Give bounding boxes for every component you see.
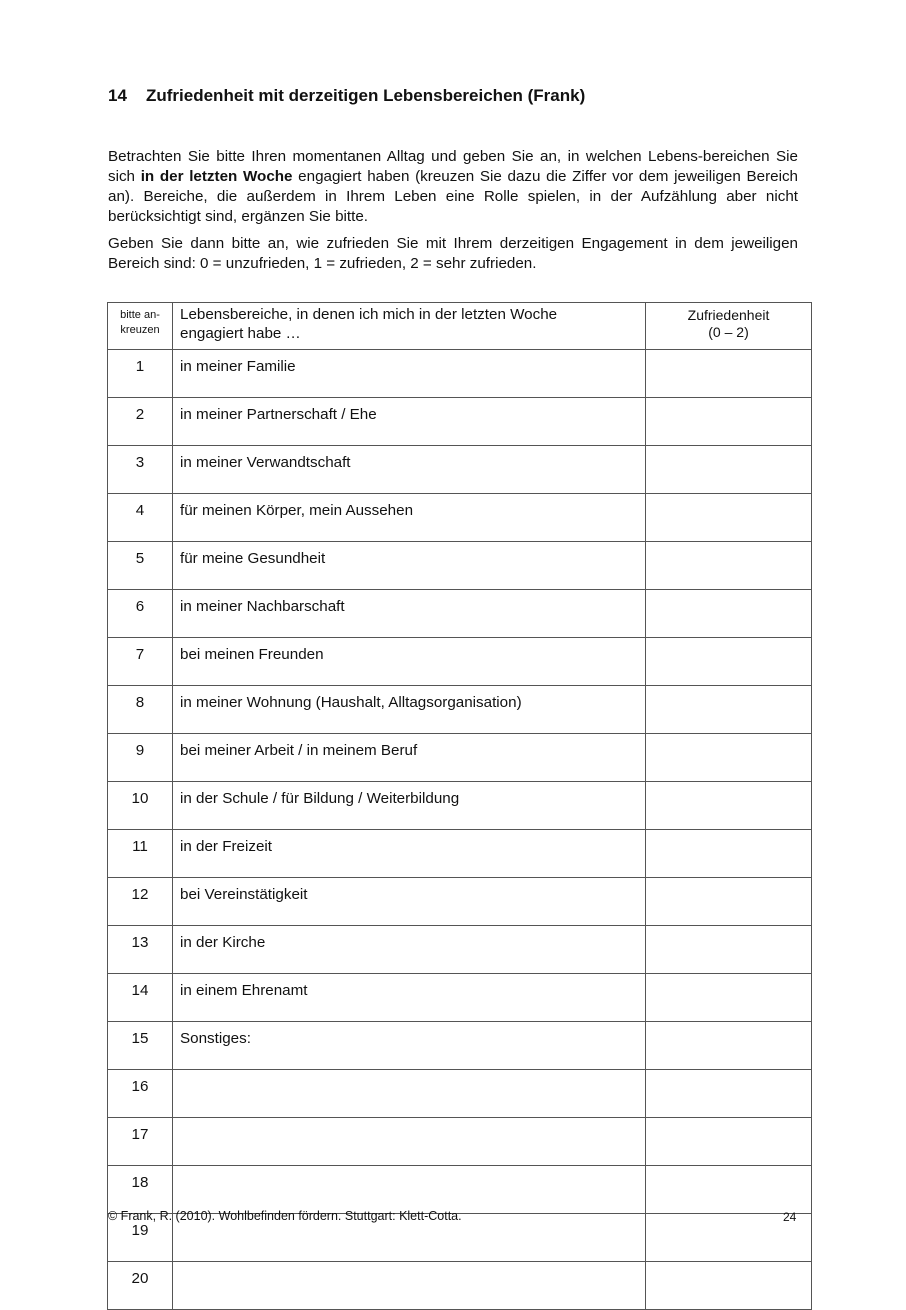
header-mark-line1: bitte an- (120, 309, 160, 321)
life-area-entry-field[interactable] (173, 1070, 646, 1118)
section-title (108, 86, 585, 106)
life-area-label: in meiner Nachbarschaft (173, 590, 646, 638)
life-area-label: für meine Gesundheit (173, 542, 646, 590)
row-number-checkbox[interactable]: 12 (108, 878, 173, 926)
life-area-label: für meinen Körper, mein Aussehen (173, 494, 646, 542)
row-number-checkbox[interactable]: 9 (108, 734, 173, 782)
table-row (108, 926, 812, 974)
row-number-checkbox[interactable]: 19 (108, 1214, 173, 1262)
satisfaction-field[interactable] (646, 878, 812, 926)
instruction-text: Betrachten Sie bitte Ihren momentanen Alltag und geben Sie an, in welchen Lebens-bereichen Sie sich (108, 148, 798, 185)
row-number-checkbox[interactable]: 8 (108, 686, 173, 734)
table-row (108, 878, 812, 926)
life-areas-table (107, 302, 812, 1310)
table-row (108, 1262, 812, 1310)
satisfaction-field[interactable] (646, 686, 812, 734)
header-satisfaction-line1: Zufriedenheit (687, 307, 770, 323)
table-row (108, 830, 812, 878)
satisfaction-field[interactable] (646, 782, 812, 830)
life-area-label: in der Freizeit (173, 830, 646, 878)
satisfaction-field[interactable] (646, 974, 812, 1022)
life-area-label: in meiner Partnerschaft / Ehe (173, 398, 646, 446)
satisfaction-field[interactable] (646, 350, 812, 398)
satisfaction-field[interactable] (646, 638, 812, 686)
row-number-checkbox[interactable]: 18 (108, 1166, 173, 1214)
table-row (108, 494, 812, 542)
instruction-paragraph-1 (108, 147, 798, 227)
table-row (108, 974, 812, 1022)
life-area-entry-field[interactable] (173, 1166, 646, 1214)
table-row (108, 1118, 812, 1166)
row-number-checkbox[interactable]: 11 (108, 830, 173, 878)
satisfaction-field[interactable] (646, 1118, 812, 1166)
table-row (108, 686, 812, 734)
life-area-label: in einem Ehrenamt (173, 974, 646, 1022)
table-row (108, 1022, 812, 1070)
satisfaction-field[interactable] (646, 830, 812, 878)
row-number-checkbox[interactable]: 14 (108, 974, 173, 1022)
satisfaction-field[interactable] (646, 926, 812, 974)
table-body (108, 350, 812, 1310)
row-number-checkbox[interactable]: 17 (108, 1118, 173, 1166)
satisfaction-field[interactable] (646, 590, 812, 638)
life-area-label: in der Kirche (173, 926, 646, 974)
row-number-checkbox[interactable]: 3 (108, 446, 173, 494)
life-area-label: in meiner Wohnung (Haushalt, Alltagsorganisation) (173, 686, 646, 734)
page-number: 24 (783, 1210, 797, 1224)
table-row (108, 1166, 812, 1214)
life-area-label: in meiner Familie (173, 350, 646, 398)
section-heading: Zufriedenheit mit derzeitigen Lebensbereichen (Frank) (146, 86, 586, 105)
instruction-highlight: in der letzten Woche (140, 168, 293, 185)
table-row (108, 398, 812, 446)
row-number-checkbox[interactable]: 7 (108, 638, 173, 686)
header-satisfaction-line2: (0 – 2) (708, 324, 749, 340)
header-life-area (173, 303, 646, 350)
satisfaction-field[interactable] (646, 542, 812, 590)
satisfaction-field[interactable] (646, 446, 812, 494)
life-area-label: in meiner Verwandtschaft (173, 446, 646, 494)
instruction-paragraph-2: Geben Sie dann bitte an, wie zufrieden Sie mit Ihrem derzeitigen Engagement in dem jeweiligen Bereich sind: 0 = unzufrieden, 1 = zufrieden, 2 = sehr zufrieden. (108, 235, 798, 272)
instruction-text-cont: engagiert haben (kreuzen Sie dazu die Ziffer vor dem jeweiligen Bereich an). Bereiche, die außerdem in Ihrem Leben eine Rolle spielen, in der Aufzählung aber nicht berücksichtigt sind, ergänzen Sie bitte. (108, 168, 798, 225)
row-number-checkbox[interactable]: 2 (108, 398, 173, 446)
life-area-label[interactable]: Sonstiges: (173, 1022, 646, 1070)
row-number-checkbox[interactable]: 5 (108, 542, 173, 590)
table-header-row (108, 303, 812, 350)
life-area-label: in der Schule / für Bildung / Weiterbildung (173, 782, 646, 830)
header-mark-line2: kreuzen (120, 324, 160, 336)
life-area-label: bei meinen Freunden (173, 638, 646, 686)
header-life-area-line1: Lebensbereiche, in denen ich mich in der letzten Woche (180, 306, 558, 323)
satisfaction-field[interactable] (646, 398, 812, 446)
satisfaction-field[interactable] (646, 1070, 812, 1118)
satisfaction-field[interactable] (646, 494, 812, 542)
life-area-label: bei Vereinstätigkeit (173, 878, 646, 926)
section-number: 14 (108, 86, 127, 105)
life-area-label: bei meiner Arbeit / in meinem Beruf (173, 734, 646, 782)
table-row (108, 782, 812, 830)
row-number-checkbox[interactable]: 6 (108, 590, 173, 638)
table-row (108, 350, 812, 398)
life-area-entry-field[interactable] (173, 1118, 646, 1166)
row-number-checkbox[interactable]: 15 (108, 1022, 173, 1070)
satisfaction-field[interactable] (646, 1262, 812, 1310)
row-number-checkbox[interactable]: 4 (108, 494, 173, 542)
row-number-checkbox[interactable]: 20 (108, 1262, 173, 1310)
table-row (108, 542, 812, 590)
satisfaction-field[interactable] (646, 734, 812, 782)
row-number-checkbox[interactable]: 13 (108, 926, 173, 974)
row-number-checkbox[interactable]: 1 (108, 350, 173, 398)
row-number-checkbox[interactable]: 16 (108, 1070, 173, 1118)
header-satisfaction (646, 303, 812, 350)
header-mark (108, 303, 173, 350)
table-row (108, 446, 812, 494)
row-number-checkbox[interactable]: 10 (108, 782, 173, 830)
table-row (108, 638, 812, 686)
copyright-citation: © Frank, R. (2010). Wohlbefinden fördern. Stuttgart: Klett-Cotta. (108, 1209, 462, 1223)
satisfaction-field[interactable] (646, 1022, 812, 1070)
header-life-area-line2: engagiert habe … (180, 325, 301, 342)
life-area-entry-field[interactable] (173, 1262, 646, 1310)
satisfaction-field[interactable] (646, 1166, 812, 1214)
table-row (108, 590, 812, 638)
table-row (108, 734, 812, 782)
table-row (108, 1070, 812, 1118)
